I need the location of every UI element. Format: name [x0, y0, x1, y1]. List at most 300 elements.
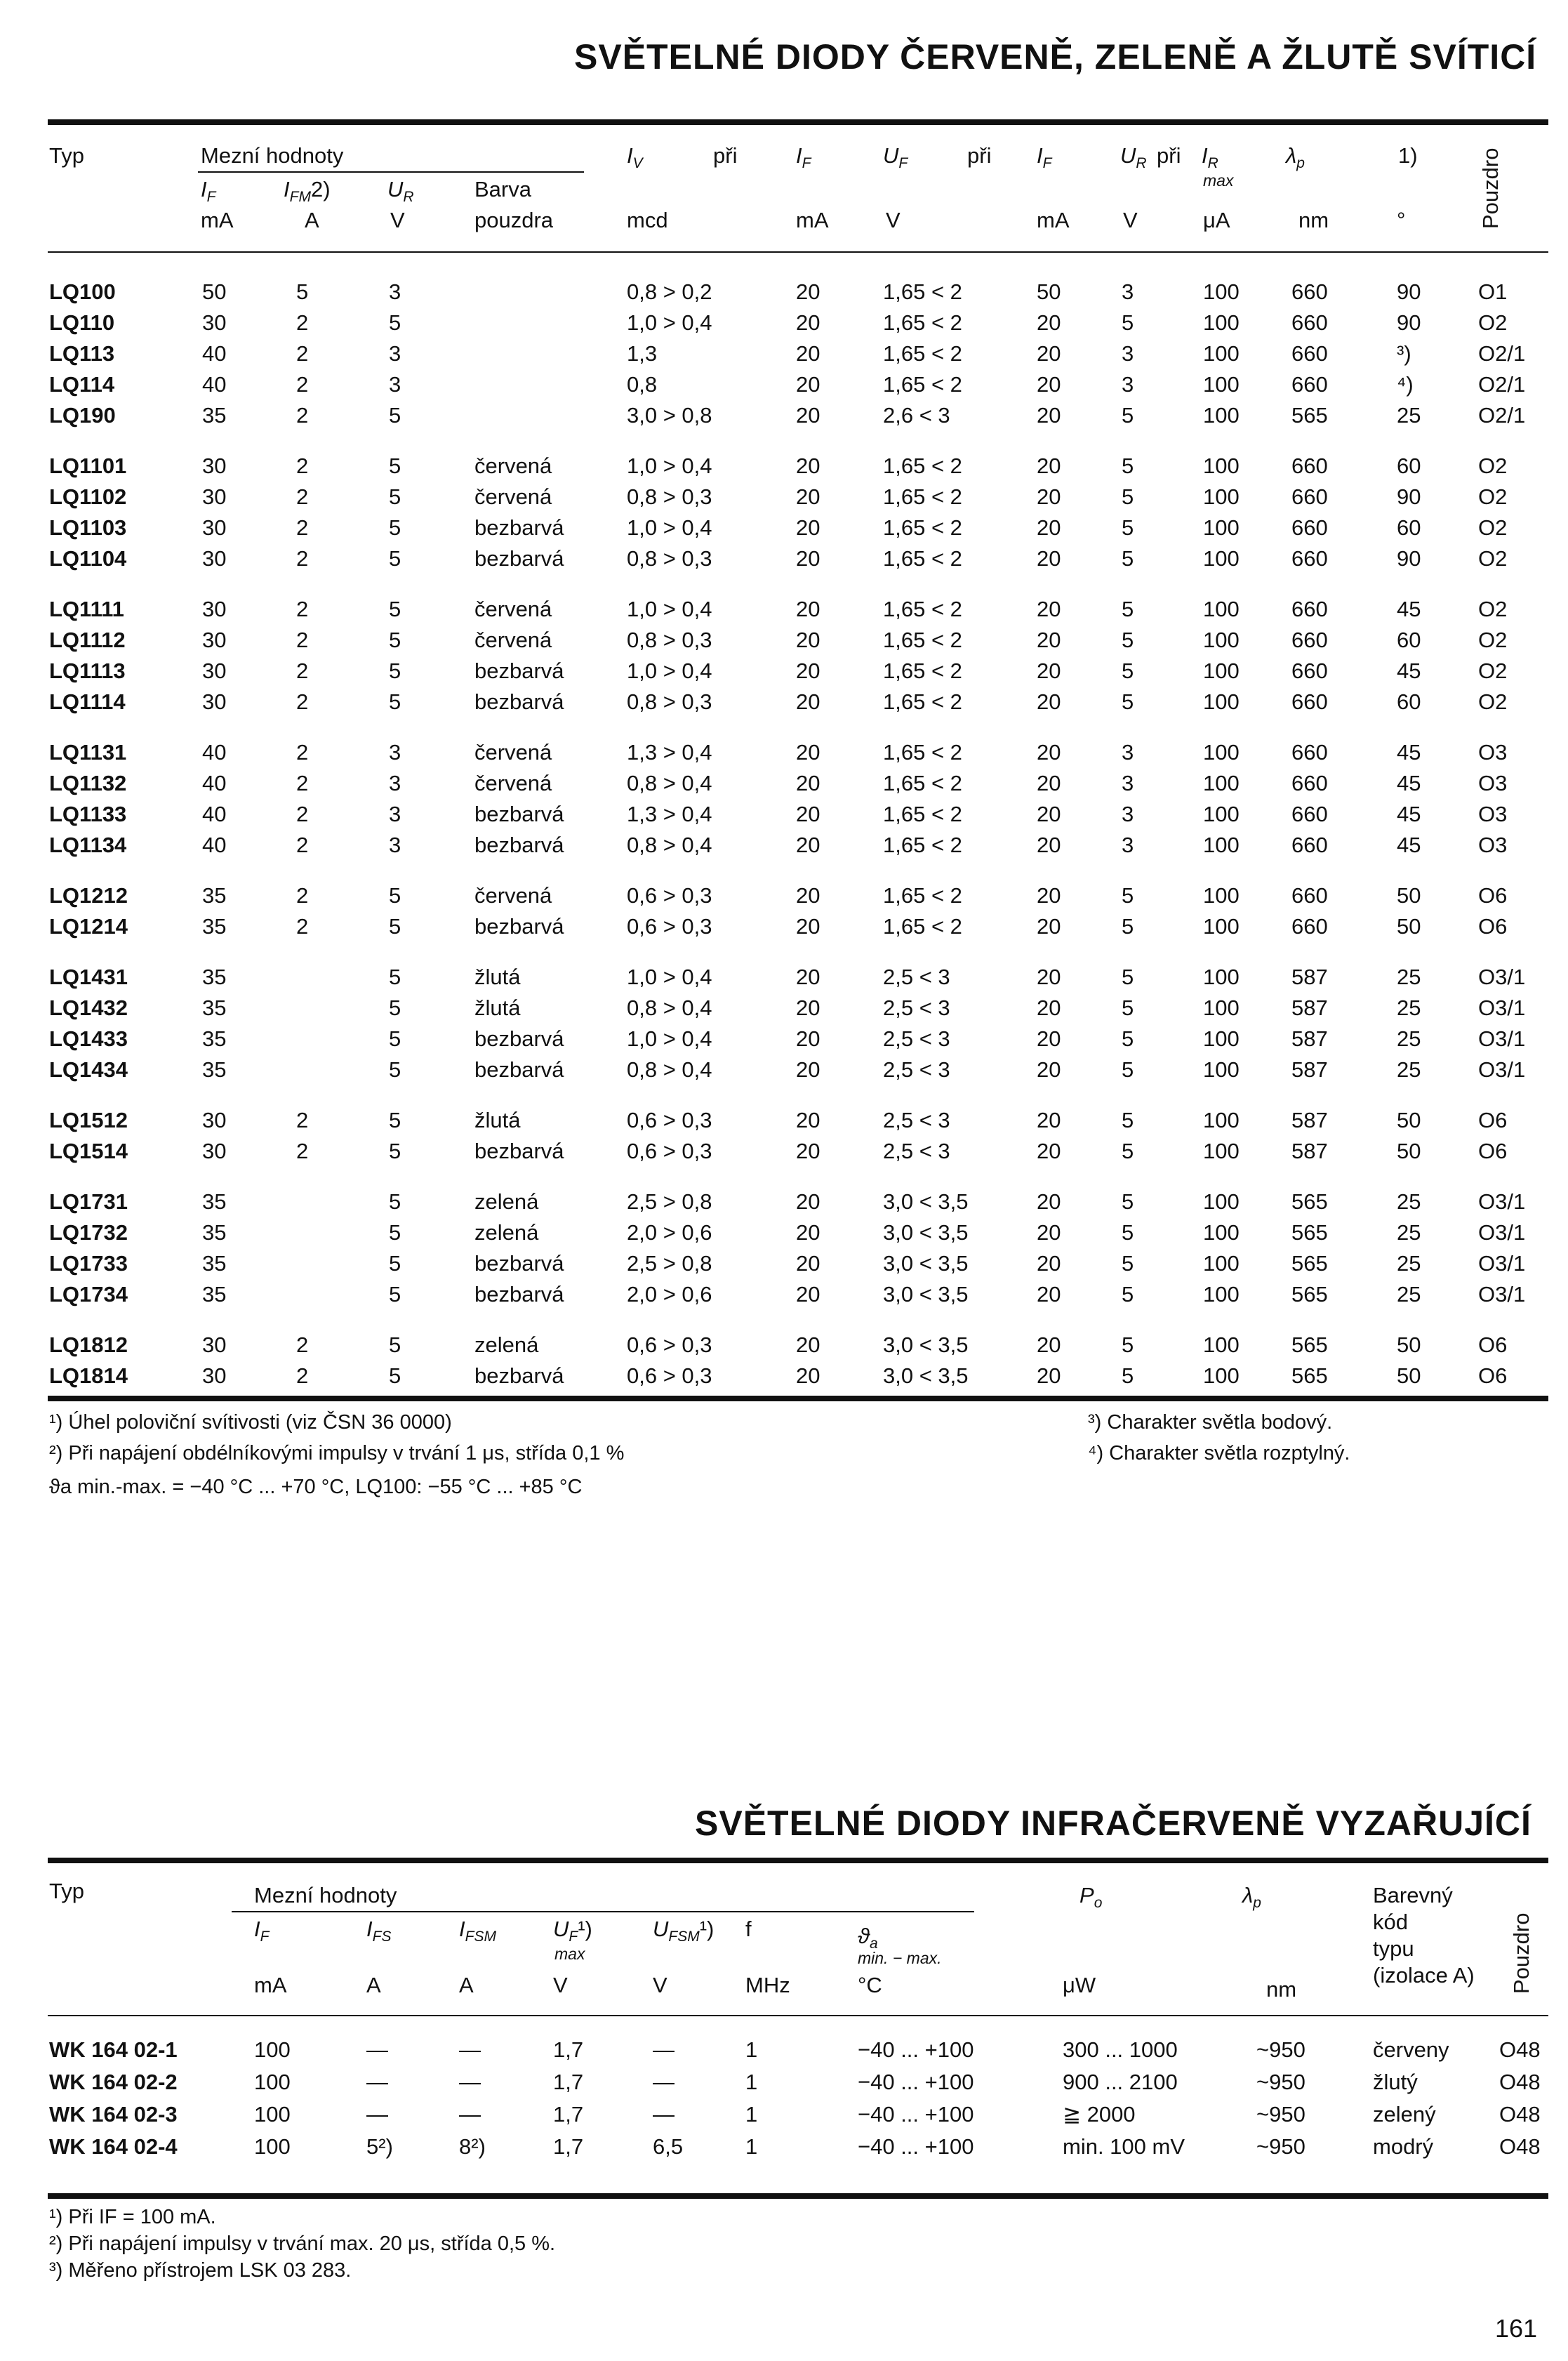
cell-if-at: 20 — [796, 996, 820, 1020]
cell-ir: 100 — [1203, 628, 1240, 652]
cell-ir: 100 — [1203, 546, 1240, 571]
cell-po: 900 ... 2100 — [1063, 2070, 1178, 2094]
cell-iv: 1,3 > 0,4 — [627, 740, 712, 765]
cell-ifsm: — — [459, 2102, 481, 2127]
cell-uf: 3,0 < 3,5 — [883, 1251, 969, 1276]
cell-uf: 1,65 < 2 — [883, 454, 962, 478]
table-row — [0, 2102, 1568, 2133]
s1-header-if: $I_F$ — [201, 177, 216, 206]
cell-ir: 100 — [1203, 1026, 1240, 1051]
section2-title: SVĚTELNÉ DIODY INFRAČERVENĚ VYZAŘUJÍCÍ — [695, 1804, 1532, 1843]
cell-iv: 0,6 > 0,3 — [627, 1108, 712, 1132]
cell-uf: 1,65 < 2 — [883, 628, 962, 652]
cell-barva: bezbarvá — [474, 1251, 564, 1276]
cell-uf: 1,65 < 2 — [883, 883, 962, 908]
cell-ur-at: 3 — [1122, 833, 1134, 857]
cell-ifm: 2 — [296, 1108, 309, 1132]
cell-ifm: 2 — [296, 597, 309, 621]
cell-angle: 25 — [1397, 1189, 1421, 1214]
s1-header-iv: $I_V$ — [627, 143, 643, 172]
cell-if: 30 — [202, 659, 227, 683]
cell-lambda: 660 — [1291, 279, 1328, 304]
s1-header-pri2: při — [967, 143, 992, 168]
cell-ifm: 5 — [296, 279, 309, 304]
cell-if-at2: 20 — [1037, 689, 1061, 714]
table-row — [0, 1363, 1568, 1394]
cell-if-at: 20 — [796, 1108, 820, 1132]
cell-ur: 5 — [389, 454, 401, 478]
cell-if-at: 20 — [796, 1189, 820, 1214]
cell-if-at: 20 — [796, 484, 820, 509]
cell-ur-at: 3 — [1122, 372, 1134, 397]
cell-ur: 5 — [389, 1220, 401, 1245]
cell-ur: 5 — [389, 546, 401, 571]
cell-if-at2: 50 — [1037, 279, 1061, 304]
cell-ur-at: 5 — [1122, 1108, 1134, 1132]
cell-ur-at: 5 — [1122, 1139, 1134, 1163]
cell-iv: 3,0 > 0,8 — [627, 403, 712, 428]
cell-type: LQ1732 — [49, 1220, 128, 1245]
cell-pouzdro: O3 — [1478, 802, 1508, 826]
cell-lambda: 660 — [1291, 597, 1328, 621]
cell-pouzdro: O2 — [1478, 515, 1508, 540]
table-row — [0, 1220, 1568, 1251]
cell-if-at: 20 — [796, 1251, 820, 1276]
cell-ufsm: 6,5 — [653, 2134, 684, 2159]
section1-header-rule — [48, 251, 1548, 253]
cell-type: WK 164 02-4 — [49, 2134, 178, 2159]
cell-pouzdro: O2/1 — [1478, 341, 1526, 366]
cell-if-at: 20 — [796, 1057, 820, 1082]
cell-barva: červená — [474, 597, 552, 621]
cell-pouzdro: O3/1 — [1478, 1220, 1526, 1245]
cell-uf: 2,5 < 3 — [883, 996, 950, 1020]
cell-ifm: 2 — [296, 1363, 309, 1388]
table-row — [0, 515, 1568, 546]
cell-lambda: 660 — [1291, 628, 1328, 652]
cell-pouzdro: O6 — [1478, 1363, 1508, 1388]
s2-header-uf: $U_F^1$) — [553, 1917, 592, 1945]
cell-ur: 5 — [389, 883, 401, 908]
cell-angle: 25 — [1397, 1282, 1421, 1307]
cell-if-at2: 20 — [1037, 310, 1061, 335]
cell-uf: 2,5 < 3 — [883, 1139, 950, 1163]
cell-if-at: 20 — [796, 597, 820, 621]
cell-type: LQ1134 — [49, 833, 127, 857]
s1-header-ifm: $I_{FM}2$) — [284, 177, 331, 206]
cell-if: 30 — [202, 310, 227, 335]
cell-type: LQ1113 — [49, 659, 126, 683]
table-row — [0, 965, 1568, 996]
s2-header-uf-max: max — [554, 1945, 585, 1963]
cell-ur-at: 5 — [1122, 454, 1134, 478]
cell-pouzdro: O2/1 — [1478, 403, 1526, 428]
cell-if: 35 — [202, 965, 227, 989]
cell-lambda: 565 — [1291, 1363, 1328, 1388]
cell-uf: 3,0 < 3,5 — [883, 1332, 969, 1357]
s2-header-lp: $\lambda_p$ — [1242, 1883, 1261, 1912]
cell-type: LQ1214 — [49, 914, 128, 939]
cell-angle: 60 — [1397, 628, 1421, 652]
cell-uf: 2,5 < 3 — [883, 965, 950, 989]
cell-uf: 3,0 < 3,5 — [883, 1282, 969, 1307]
cell-iv: 0,8 > 0,3 — [627, 546, 712, 571]
table-row — [0, 372, 1568, 403]
table-row — [0, 689, 1568, 720]
cell-type: LQ1514 — [49, 1139, 128, 1163]
cell-if-at2: 20 — [1037, 1108, 1061, 1132]
cell-if: 40 — [202, 802, 227, 826]
cell-ur-at: 5 — [1122, 597, 1134, 621]
cell-lambda: 660 — [1291, 484, 1328, 509]
s2-footnote-2: ²) Při napájení impulsy v trvání max. 20 μs, střída 0,5 %. — [49, 2233, 556, 2255]
s1-header-pri3: při — [1157, 143, 1181, 168]
cell-if: 35 — [202, 1220, 227, 1245]
s2-unit-ma: mA — [254, 1973, 287, 1997]
s1-unit-ma3: mA — [1037, 208, 1070, 232]
cell-angle: 50 — [1397, 1139, 1421, 1163]
cell-if-at2: 20 — [1037, 996, 1061, 1020]
cell-f: 1 — [745, 2102, 758, 2127]
cell-angle: 45 — [1397, 740, 1421, 765]
cell-angle: 60 — [1397, 689, 1421, 714]
cell-barva: bezbarvá — [474, 515, 564, 540]
cell-if-at: 20 — [796, 1332, 820, 1357]
cell-ifm: 2 — [296, 484, 309, 509]
cell-type: LQ1432 — [49, 996, 128, 1020]
cell-ur: 5 — [389, 1026, 401, 1051]
cell-pouzdro: O6 — [1478, 1108, 1508, 1132]
s1-unit-a: A — [305, 208, 319, 232]
cell-ur: 5 — [389, 1282, 401, 1307]
cell-if: 35 — [202, 1189, 227, 1214]
s2-header-po: $P_o$ — [1079, 1883, 1103, 1912]
cell-barva: zelená — [474, 1189, 539, 1214]
table-row — [0, 1139, 1568, 1170]
cell-ir: 100 — [1203, 372, 1240, 397]
cell-ur-at: 5 — [1122, 659, 1134, 683]
cell-ur: 5 — [389, 1139, 401, 1163]
cell-uf: 1,65 < 2 — [883, 659, 962, 683]
cell-if: 30 — [202, 1139, 227, 1163]
s1-unit-ma: mA — [201, 208, 234, 232]
cell-ur: 3 — [389, 740, 401, 765]
cell-type: LQ113 — [49, 341, 115, 366]
s2-unit-nm: nm — [1266, 1977, 1297, 2002]
cell-po: ≧ 2000 — [1063, 2102, 1136, 2127]
cell-barva: bezbarvá — [474, 1057, 564, 1082]
s1-header-ur: $U_R$ — [387, 177, 414, 206]
cell-lambda: 660 — [1291, 372, 1328, 397]
cell-if-at2: 20 — [1037, 914, 1061, 939]
cell-if: 40 — [202, 372, 227, 397]
cell-if-at2: 20 — [1037, 965, 1061, 989]
cell-ur: 3 — [389, 833, 401, 857]
cell-barva: červená — [474, 740, 552, 765]
cell-if: 35 — [202, 1057, 227, 1082]
cell-if-at: 20 — [796, 802, 820, 826]
table-row — [0, 802, 1568, 833]
cell-ur: 5 — [389, 628, 401, 652]
cell-pouzdro: O2 — [1478, 597, 1508, 621]
cell-if: 100 — [254, 2134, 291, 2159]
cell-uf: 1,7 — [553, 2070, 584, 2094]
cell-ufsm: — — [653, 2102, 675, 2127]
cell-ir: 100 — [1203, 597, 1240, 621]
cell-lambda: 565 — [1291, 1251, 1328, 1276]
table-row — [0, 1332, 1568, 1363]
cell-iv: 0,8 — [627, 372, 658, 397]
cell-ir: 100 — [1203, 740, 1240, 765]
cell-ifm: 2 — [296, 628, 309, 652]
cell-iv: 0,8 > 0,3 — [627, 689, 712, 714]
cell-ifs: — — [366, 2102, 388, 2127]
cell-lambda: 660 — [1291, 802, 1328, 826]
cell-ifm: 2 — [296, 372, 309, 397]
cell-if-at: 20 — [796, 403, 820, 428]
cell-ifm: 2 — [296, 659, 309, 683]
cell-iv: 1,0 > 0,4 — [627, 310, 712, 335]
section1-bottom-rule — [48, 1396, 1548, 1401]
cell-ifsm: — — [459, 2070, 481, 2094]
cell-ur: 5 — [389, 310, 401, 335]
cell-if: 35 — [202, 1026, 227, 1051]
cell-f: 1 — [745, 2070, 758, 2094]
cell-po: min. 100 mV — [1063, 2134, 1185, 2159]
cell-ur-at: 5 — [1122, 515, 1134, 540]
cell-pouzdro: O1 — [1478, 279, 1508, 304]
cell-type: LQ1132 — [49, 771, 127, 795]
s1-header-max: max — [1203, 171, 1234, 190]
cell-ifm: 2 — [296, 1332, 309, 1357]
cell-type: WK 164 02-2 — [49, 2070, 178, 2094]
cell-angle: 25 — [1397, 1220, 1421, 1245]
section2-header-rule — [48, 2015, 1548, 2016]
cell-if: 30 — [202, 515, 227, 540]
cell-type: LQ1133 — [49, 802, 127, 826]
cell-barva: červená — [474, 883, 552, 908]
cell-ifsm: — — [459, 2037, 481, 2062]
cell-ifsm: 8²) — [459, 2134, 486, 2159]
cell-ur-at: 5 — [1122, 1220, 1134, 1245]
cell-ifm: 2 — [296, 802, 309, 826]
cell-ifs: 5²) — [366, 2134, 393, 2159]
cell-if: 30 — [202, 454, 227, 478]
table-row — [0, 996, 1568, 1026]
s1-footnote-temp: ϑa min.-max. = −40 °C ... +70 °C, LQ100: −55 °C ... +85 °C — [49, 1476, 583, 1498]
cell-theta: −40 ... +100 — [858, 2134, 974, 2159]
cell-lambda: 587 — [1291, 965, 1328, 989]
cell-if-at: 20 — [796, 914, 820, 939]
table-row — [0, 1057, 1568, 1088]
cell-if-at2: 20 — [1037, 546, 1061, 571]
s2-footnote-3: ³) Měřeno přístrojem LSK 03 283. — [49, 2259, 352, 2282]
cell-ur-at: 3 — [1122, 279, 1134, 304]
cell-if: 100 — [254, 2070, 291, 2094]
cell-if: 35 — [202, 883, 227, 908]
cell-type: LQ1104 — [49, 546, 127, 571]
s1-unit-nm: nm — [1298, 208, 1329, 232]
cell-ir: 100 — [1203, 1251, 1240, 1276]
cell-iv: 0,8 > 0,4 — [627, 771, 712, 795]
cell-ur-at: 5 — [1122, 1057, 1134, 1082]
cell-ur-at: 5 — [1122, 1189, 1134, 1214]
cell-if: 40 — [202, 341, 227, 366]
cell-if: 30 — [202, 1363, 227, 1388]
cell-if-at: 20 — [796, 1363, 820, 1388]
cell-pouzdro: O3/1 — [1478, 1251, 1526, 1276]
cell-if-at: 20 — [796, 454, 820, 478]
cell-barva: bezbarvá — [474, 546, 564, 571]
cell-po: 300 ... 1000 — [1063, 2037, 1178, 2062]
s1-header-pouzdro: Pouzdro — [1478, 147, 1503, 229]
cell-type: LQ1112 — [49, 628, 126, 652]
cell-ifm: 2 — [296, 454, 309, 478]
table-row — [0, 1282, 1568, 1313]
cell-if-at: 20 — [796, 515, 820, 540]
cell-iv: 0,6 > 0,3 — [627, 1139, 712, 1163]
cell-pouzdro: O48 — [1499, 2134, 1541, 2159]
cell-if: 40 — [202, 771, 227, 795]
section1-top-rule — [48, 119, 1548, 125]
cell-angle: 50 — [1397, 1363, 1421, 1388]
cell-barva: zelená — [474, 1332, 539, 1357]
cell-f: 1 — [745, 2037, 758, 2062]
cell-theta: −40 ... +100 — [858, 2102, 974, 2127]
cell-ir: 100 — [1203, 1363, 1240, 1388]
cell-angle: 45 — [1397, 597, 1421, 621]
cell-pouzdro: O48 — [1499, 2102, 1541, 2127]
s2-header-minmax: min. − max. — [858, 1949, 942, 1967]
s1-footnote-1: ¹) Úhel poloviční svítivosti (viz ČSN 36 0000) — [49, 1411, 452, 1434]
cell-type: LQ190 — [49, 403, 116, 428]
cell-ur-at: 5 — [1122, 546, 1134, 571]
cell-lambda: 660 — [1291, 740, 1328, 765]
cell-type: LQ1812 — [49, 1332, 128, 1357]
table-row — [0, 833, 1568, 864]
cell-type: LQ1114 — [49, 689, 126, 714]
cell-lambda: 565 — [1291, 1189, 1328, 1214]
cell-ur: 5 — [389, 1251, 401, 1276]
cell-pouzdro: O6 — [1478, 883, 1508, 908]
cell-if: 35 — [202, 1282, 227, 1307]
s2-header-theta: $ϑ_a$ — [858, 1924, 878, 1952]
cell-type: LQ1102 — [49, 484, 127, 509]
cell-ur: 5 — [389, 914, 401, 939]
s2-header-mezni: Mezní hodnoty — [254, 1883, 397, 1907]
cell-pouzdro: O3/1 — [1478, 996, 1526, 1020]
cell-ur: 3 — [389, 279, 401, 304]
cell-iv: 0,6 > 0,3 — [627, 1363, 712, 1388]
cell-lambda: 660 — [1291, 659, 1328, 683]
cell-if-at2: 20 — [1037, 1363, 1061, 1388]
cell-ir: 100 — [1203, 515, 1240, 540]
cell-ir: 100 — [1203, 341, 1240, 366]
s2-header-izolace: (izolace A) — [1373, 1963, 1475, 1988]
cell-ir: 100 — [1203, 403, 1240, 428]
cell-pouzdro: O2 — [1478, 628, 1508, 652]
cell-iv: 0,8 > 0,4 — [627, 833, 712, 857]
cell-barva: bezbarvá — [474, 1026, 564, 1051]
cell-if-at2: 20 — [1037, 403, 1061, 428]
cell-if-at: 20 — [796, 628, 820, 652]
cell-if-at: 20 — [796, 771, 820, 795]
cell-iv: 0,6 > 0,3 — [627, 914, 712, 939]
cell-if-at2: 20 — [1037, 1220, 1061, 1245]
cell-if-at2: 20 — [1037, 1332, 1061, 1357]
cell-if-at2: 20 — [1037, 1026, 1061, 1051]
cell-angle: 90 — [1397, 546, 1421, 571]
cell-barva: žlutá — [474, 996, 521, 1020]
table-row — [0, 403, 1568, 434]
cell-angle: 45 — [1397, 659, 1421, 683]
cell-ur: 3 — [389, 341, 401, 366]
cell-ifm: 2 — [296, 914, 309, 939]
cell-barva: žlutá — [474, 965, 521, 989]
cell-lambda: ~950 — [1256, 2070, 1305, 2094]
cell-uf: 3,0 < 3,5 — [883, 1220, 969, 1245]
cell-angle: 25 — [1397, 965, 1421, 989]
table-row — [0, 454, 1568, 484]
cell-if-at: 20 — [796, 833, 820, 857]
cell-iv: 0,8 > 0,3 — [627, 484, 712, 509]
cell-uf: 1,65 < 2 — [883, 833, 962, 857]
s1-footnote-4: ⁴) Charakter světla rozptylný. — [1088, 1442, 1350, 1464]
s1-unit-v3: V — [1123, 208, 1138, 232]
s1-header-pri1: při — [713, 143, 738, 168]
s2-header-typu: typu — [1373, 1936, 1414, 1961]
cell-uf: 3,0 < 3,5 — [883, 1363, 969, 1388]
s2-footnote-1: ¹) Při IF = 100 mA. — [49, 2206, 216, 2228]
s1-footnote-3: ³) Charakter světla bodový. — [1088, 1411, 1333, 1434]
cell-ur-at: 5 — [1122, 1026, 1134, 1051]
section2-bottom-rule — [48, 2193, 1548, 2199]
cell-pouzdro: O3/1 — [1478, 1282, 1526, 1307]
cell-if: 30 — [202, 1332, 227, 1357]
cell-ir: 100 — [1203, 771, 1240, 795]
s1-unit-v: V — [390, 208, 405, 232]
cell-angle: 50 — [1397, 883, 1421, 908]
cell-if: 40 — [202, 740, 227, 765]
cell-if: 30 — [202, 484, 227, 509]
cell-ir: 100 — [1203, 833, 1240, 857]
cell-angle: 45 — [1397, 833, 1421, 857]
cell-barva: červená — [474, 454, 552, 478]
cell-if: 30 — [202, 628, 227, 652]
cell-lambda: ~950 — [1256, 2037, 1305, 2062]
table-row — [0, 1189, 1568, 1220]
cell-iv: 1,0 > 0,4 — [627, 965, 712, 989]
cell-type: WK 164 02-1 — [49, 2037, 178, 2062]
s1-footnote-2: ²) Při napájení obdélníkovými impulsy v trvání 1 μs, střída 0,1 % — [49, 1442, 625, 1464]
cell-uf: 3,0 < 3,5 — [883, 1189, 969, 1214]
cell-barva: červená — [474, 484, 552, 509]
s1-header-barva: Barva — [474, 177, 531, 201]
s2-header-f: f — [745, 1917, 752, 1941]
cell-if-at2: 20 — [1037, 515, 1061, 540]
cell-ir: 100 — [1203, 310, 1240, 335]
cell-ir: 100 — [1203, 659, 1240, 683]
table-row — [0, 2037, 1568, 2068]
cell-theta: −40 ... +100 — [858, 2037, 974, 2062]
cell-angle: 25 — [1397, 996, 1421, 1020]
cell-if-at: 20 — [796, 279, 820, 304]
cell-type: LQ1431 — [49, 965, 128, 989]
cell-ur: 3 — [389, 771, 401, 795]
cell-iv: 1,0 > 0,4 — [627, 659, 712, 683]
cell-pouzdro: O3/1 — [1478, 1026, 1526, 1051]
table-row — [0, 659, 1568, 689]
